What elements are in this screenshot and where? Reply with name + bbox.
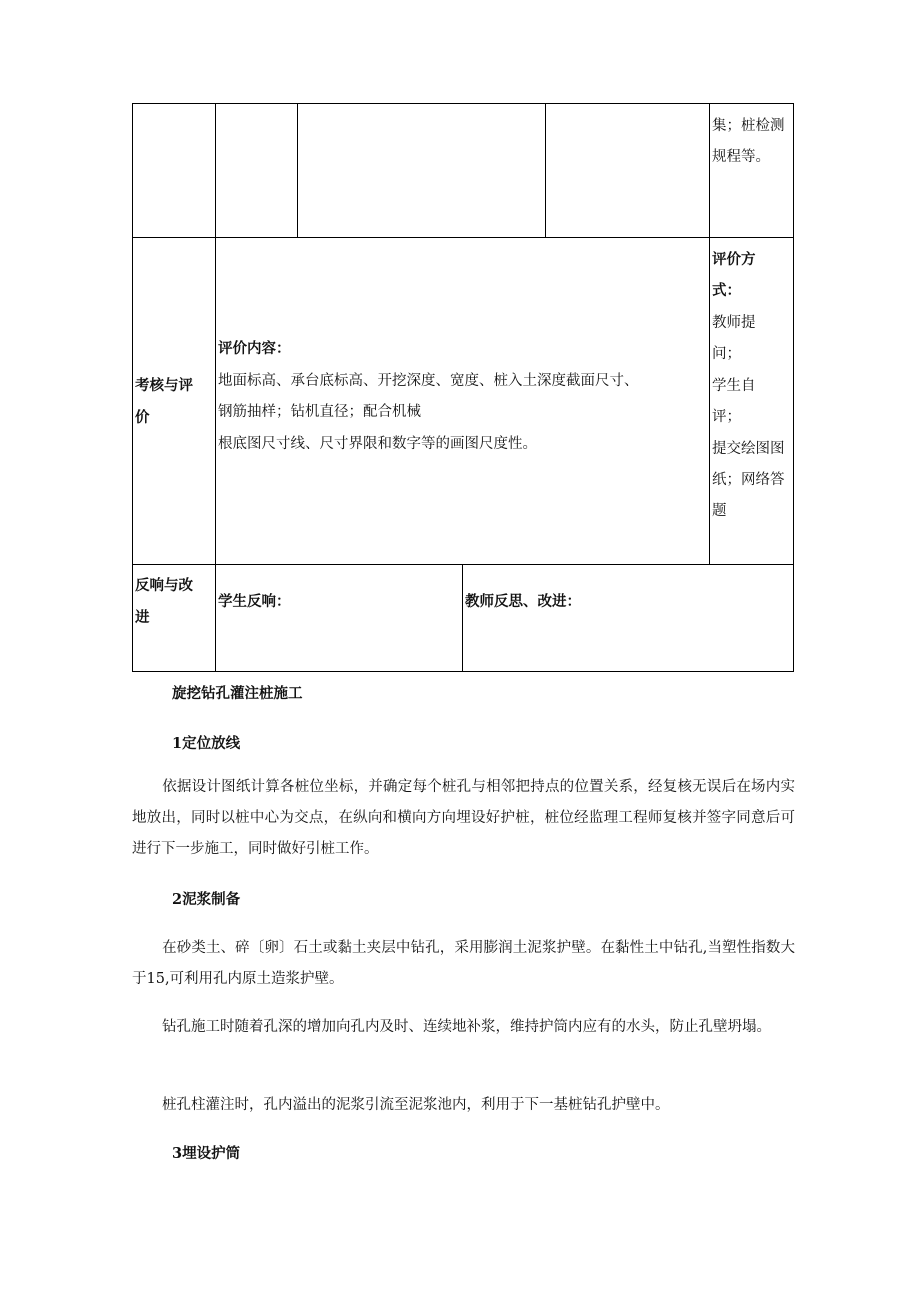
feedback-label-line1: 反响与改 (135, 577, 193, 594)
student-feedback-label: 学生反响： (218, 593, 291, 610)
paragraph-mud-3-text: 桩孔柱灌注时，孔内溢出的泥浆引流至泥浆池内，利用于下一基桩钻孔护壁中。 (162, 1097, 670, 1113)
evaluation-method-item: 纸；网络答 (712, 472, 785, 488)
heading-casing: 3埋设护筒 (172, 1145, 241, 1162)
assessment-label-line2: 价 (135, 409, 150, 426)
evaluation-method-item: 提交绘图图 (712, 441, 785, 457)
evaluation-content-line3: 根底图尺寸线、尺寸界限和数字等的画图尺度性。 (218, 436, 537, 452)
evaluation-method-item: 评； (712, 409, 741, 425)
evaluation-content-line2: 钢筋抽样；钻机直径；配合机械 (218, 404, 421, 420)
teacher-reflection-label: 教师反思、改进： (465, 593, 581, 610)
paragraph-positioning-text: 依据设计图纸计算各桩位坐标，并确定每个桩孔与相邻把持点的位置关系，经复核无误后在场内实地放出，同时以桩中心为交点，在纵向和横向方向埋设好护桩，桩位经监理工程师复核并签字同意后可进行下一步施工，同时做好引桩工作。 (132, 779, 795, 857)
paragraph-positioning (132, 772, 795, 865)
feedback-label-line2: 进 (135, 609, 150, 626)
evaluation-method-item: 题 (712, 503, 727, 519)
evaluation-method-item: 学生自 (712, 378, 756, 394)
row1-col5-line1: 集；桩检测 (712, 118, 785, 134)
evaluation-method-title-line1: 评价方 (712, 251, 756, 268)
row1-col5-line2: 规程等。 (712, 149, 770, 165)
evaluation-method-item: 教师提 (712, 315, 756, 331)
evaluation-content-title: 评价内容： (218, 340, 291, 357)
assessment-label-line1: 考核与评 (135, 377, 193, 394)
evaluation-method-item: 问； (712, 346, 741, 362)
paragraph-mud-2 (132, 1012, 795, 1043)
paragraph-mud-3 (132, 1090, 795, 1121)
heading-mud-preparation: 2泥浆制备 (172, 891, 241, 908)
heading-positioning: 1定位放线 (172, 735, 241, 752)
evaluation-content-line1: 地面标高、承台底标高、开挖深度、宽度、桩入土深度截面尺寸、 (218, 373, 639, 389)
paragraph-mud-1-text: 在砂类土、碎〔卵〕石土或黏土夹层中钻孔，采用膨润土泥浆护壁。在黏性土中钻孔,当塑性指数大于15,可利用孔内原土造浆护壁。 (132, 940, 795, 987)
paragraph-mud-2-text: 钻孔施工时随着孔深的增加向孔内及时、连续地补浆，维持护筒内应有的水头，防止孔壁坍塌。 (162, 1019, 771, 1035)
section-title: 旋挖钻孔灌注桩施工 (172, 685, 303, 702)
evaluation-method-title-line2: 式： (712, 282, 741, 299)
paragraph-mud-1 (132, 933, 795, 995)
